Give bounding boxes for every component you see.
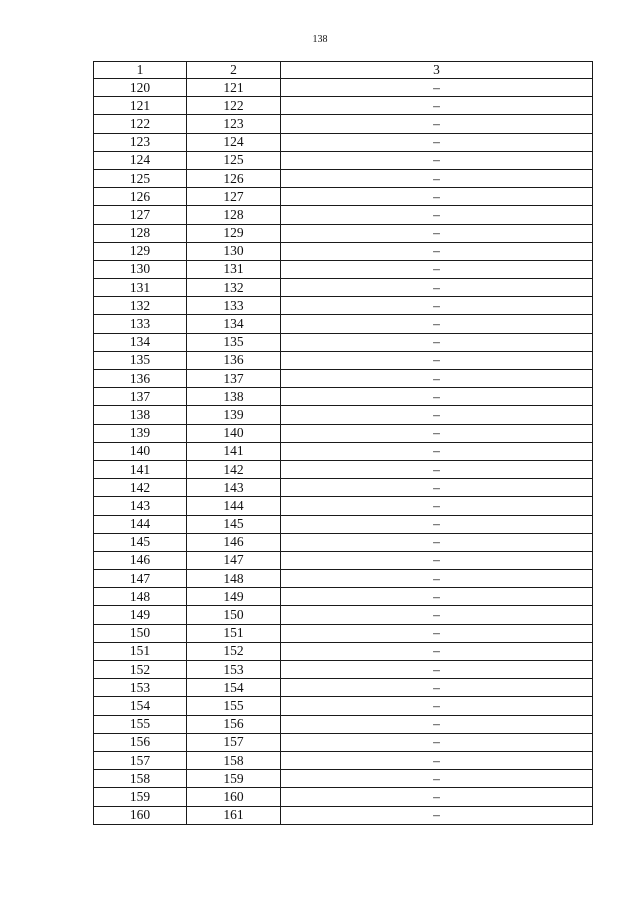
table-cell-col-3: –: [281, 388, 593, 406]
table-cell-col-1: 139: [94, 424, 187, 442]
table-cell-col-1: 154: [94, 697, 187, 715]
table-cell-col-3: –: [281, 661, 593, 679]
table-row: [94, 770, 593, 788]
table-row: [94, 715, 593, 733]
table-cell-col-3: –: [281, 333, 593, 351]
table-row: [94, 79, 593, 97]
table-cell-col-1: 121: [94, 97, 187, 115]
table-cell-col-2: 125: [187, 151, 281, 169]
table-cell-col-3: –: [281, 733, 593, 751]
table-cell-col-2: 160: [187, 788, 281, 806]
table-cell-col-2: 132: [187, 279, 281, 297]
table-cell-col-2: 141: [187, 442, 281, 460]
table-cell-col-1: 125: [94, 169, 187, 187]
table-row: [94, 570, 593, 588]
table-cell-col-3: –: [281, 297, 593, 315]
table-cell-col-1: 145: [94, 533, 187, 551]
table-cell-col-3: –: [281, 642, 593, 660]
table-cell-col-1: 147: [94, 570, 187, 588]
table-cell-col-1: 152: [94, 661, 187, 679]
table-cell-col-2: 155: [187, 697, 281, 715]
table-row: [94, 679, 593, 697]
table-cell-col-3: –: [281, 370, 593, 388]
table-cell-col-1: 143: [94, 497, 187, 515]
table-cell-col-1: 126: [94, 188, 187, 206]
table-cell-col-2: 127: [187, 188, 281, 206]
table-row: [94, 260, 593, 278]
table-cell-col-2: 156: [187, 715, 281, 733]
table-cell-col-3: –: [281, 97, 593, 115]
table-row: [94, 497, 593, 515]
table-cell-col-2: 143: [187, 479, 281, 497]
table-cell-col-2: 133: [187, 297, 281, 315]
table-row: [94, 733, 593, 751]
page-number: 138: [312, 34, 328, 45]
table-cell-col-2: 134: [187, 315, 281, 333]
table-cell-col-2: 149: [187, 588, 281, 606]
table-row: [94, 642, 593, 660]
table-cell-col-1: 156: [94, 733, 187, 751]
table-row: [94, 515, 593, 533]
table-row: [94, 115, 593, 133]
table-cell-col-2: 146: [187, 533, 281, 551]
table-cell-col-2: 131: [187, 260, 281, 278]
table-cell-col-3: –: [281, 679, 593, 697]
table-cell-col-2: 126: [187, 169, 281, 187]
table-cell-col-3: –: [281, 751, 593, 769]
table-cell-col-3: –: [281, 515, 593, 533]
table-row: [94, 697, 593, 715]
table-cell-col-2: 150: [187, 606, 281, 624]
table-cell-col-2: 142: [187, 460, 281, 478]
table-cell-col-3: –: [281, 770, 593, 788]
table-cell-col-2: 136: [187, 351, 281, 369]
table-row: [94, 224, 593, 242]
table-cell-col-3: –: [281, 442, 593, 460]
table-cell-col-3: –: [281, 606, 593, 624]
table-row: [94, 133, 593, 151]
table-cell-col-2: 152: [187, 642, 281, 660]
table-cell-col-2: 154: [187, 679, 281, 697]
table-row: [94, 370, 593, 388]
table-row: [94, 806, 593, 824]
table-cell-col-3: –: [281, 624, 593, 642]
table-cell-col-3: –: [281, 242, 593, 260]
table-cell-col-3: –: [281, 497, 593, 515]
table-cell-col-3: –: [281, 460, 593, 478]
table-row: [94, 297, 593, 315]
table-cell-col-1: 148: [94, 588, 187, 606]
table-cell-col-2: 124: [187, 133, 281, 151]
table-cell-col-2: 135: [187, 333, 281, 351]
table-cell-col-3: –: [281, 788, 593, 806]
table-cell-col-1: 144: [94, 515, 187, 533]
table-cell-col-1: 124: [94, 151, 187, 169]
table-cell-col-3: –: [281, 424, 593, 442]
table-row: [94, 751, 593, 769]
table-row: [94, 479, 593, 497]
table-row: [94, 551, 593, 569]
table-cell-col-3: –: [281, 351, 593, 369]
table-cell-col-3: –: [281, 79, 593, 97]
table-cell-col-2: 123: [187, 115, 281, 133]
table-cell-col-2: 121: [187, 79, 281, 97]
table-row: [94, 279, 593, 297]
table-cell-col-1: 159: [94, 788, 187, 806]
table-body: [94, 62, 593, 825]
table-cell-col-1: 134: [94, 333, 187, 351]
table-cell-col-3: –: [281, 551, 593, 569]
table-cell-col-1: 131: [94, 279, 187, 297]
table-cell-col-3: –: [281, 806, 593, 824]
table-cell-col-3: –: [281, 533, 593, 551]
table-cell-col-2: 139: [187, 406, 281, 424]
table-cell-col-1: 130: [94, 260, 187, 278]
table-row: [94, 333, 593, 351]
table-row: [94, 206, 593, 224]
table-row: [94, 315, 593, 333]
table-row: [94, 606, 593, 624]
table-cell-col-3: –: [281, 151, 593, 169]
table-row: [94, 788, 593, 806]
table-cell-col-2: 137: [187, 370, 281, 388]
table-cell-col-2: 148: [187, 570, 281, 588]
table-row: [94, 351, 593, 369]
table-cell-col-1: 142: [94, 479, 187, 497]
table-cell-col-1: 137: [94, 388, 187, 406]
table-row: [94, 97, 593, 115]
table-cell-col-3: –: [281, 260, 593, 278]
table-cell-col-2: 140: [187, 424, 281, 442]
table-cell-col-3: –: [281, 588, 593, 606]
table-cell-col-3: –: [281, 115, 593, 133]
table-row: [94, 588, 593, 606]
table-cell-col-1: 135: [94, 351, 187, 369]
table-cell-col-2: 157: [187, 733, 281, 751]
table-row: [94, 533, 593, 551]
table-cell-col-2: 138: [187, 388, 281, 406]
table-cell-col-1: 120: [94, 79, 187, 97]
table-row: [94, 661, 593, 679]
table-cell-col-2: 130: [187, 242, 281, 260]
table-cell-col-1: 150: [94, 624, 187, 642]
data-table: [93, 61, 593, 825]
table-cell-col-1: 133: [94, 315, 187, 333]
table-cell-col-2: 153: [187, 661, 281, 679]
table-cell-col-2: 129: [187, 224, 281, 242]
table-cell-col-1: 136: [94, 370, 187, 388]
table-cell-col-2: 147: [187, 551, 281, 569]
table-cell-col-3: –: [281, 133, 593, 151]
column-header-2: 2: [187, 62, 281, 79]
table-cell-col-1: 140: [94, 442, 187, 460]
table-cell-col-3: –: [281, 697, 593, 715]
table-cell-col-3: –: [281, 406, 593, 424]
table-row: [94, 169, 593, 187]
table-cell-col-2: 151: [187, 624, 281, 642]
table-row: [94, 388, 593, 406]
table-cell-col-1: 122: [94, 115, 187, 133]
table-cell-col-1: 158: [94, 770, 187, 788]
table-cell-col-2: 145: [187, 515, 281, 533]
table-cell-col-3: –: [281, 715, 593, 733]
table-cell-col-1: 129: [94, 242, 187, 260]
table-cell-col-1: 146: [94, 551, 187, 569]
table-cell-col-1: 157: [94, 751, 187, 769]
table-cell-col-1: 141: [94, 460, 187, 478]
table-cell-col-1: 160: [94, 806, 187, 824]
table-row: [94, 242, 593, 260]
table-cell-col-2: 161: [187, 806, 281, 824]
table-cell-col-3: –: [281, 570, 593, 588]
table-cell-col-2: 122: [187, 97, 281, 115]
table-cell-col-1: 123: [94, 133, 187, 151]
table-row: [94, 188, 593, 206]
table-cell-col-1: 149: [94, 606, 187, 624]
table-row: [94, 151, 593, 169]
column-header-1: 1: [94, 62, 187, 79]
table-header-row: [94, 62, 593, 79]
table-row: [94, 424, 593, 442]
table-cell-col-2: 128: [187, 206, 281, 224]
table-row: [94, 460, 593, 478]
table-cell-col-3: –: [281, 169, 593, 187]
table-cell-col-1: 153: [94, 679, 187, 697]
table-cell-col-1: 128: [94, 224, 187, 242]
table-row: [94, 624, 593, 642]
table-cell-col-3: –: [281, 188, 593, 206]
table-cell-col-2: 159: [187, 770, 281, 788]
table-cell-col-1: 132: [94, 297, 187, 315]
column-header-3: 3: [281, 62, 593, 79]
table-cell-col-1: 138: [94, 406, 187, 424]
table-cell-col-1: 151: [94, 642, 187, 660]
table-cell-col-3: –: [281, 479, 593, 497]
table-cell-col-3: –: [281, 224, 593, 242]
table-cell-col-1: 127: [94, 206, 187, 224]
table-cell-col-3: –: [281, 279, 593, 297]
table-cell-col-3: –: [281, 206, 593, 224]
table-cell-col-1: 155: [94, 715, 187, 733]
table-cell-col-2: 144: [187, 497, 281, 515]
table-row: [94, 442, 593, 460]
table-cell-col-3: –: [281, 315, 593, 333]
table-cell-col-2: 158: [187, 751, 281, 769]
table-row: [94, 406, 593, 424]
